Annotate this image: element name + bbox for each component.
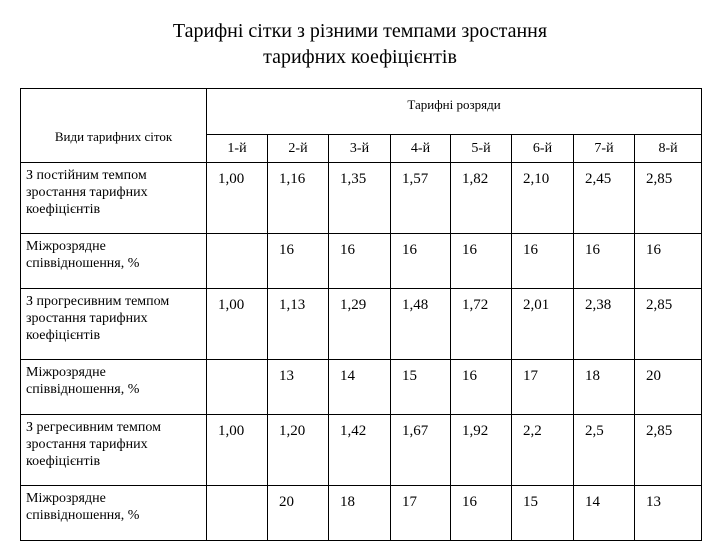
table-cell: 14 (329, 360, 391, 415)
row-label: З постійним темпом зростання тарифних коефіцієнтів (21, 163, 207, 234)
table-cell: 20 (268, 486, 329, 541)
table-cell: 16 (451, 234, 512, 289)
table-cell: 1,72 (451, 289, 512, 360)
table-cell: 16 (329, 234, 391, 289)
header-row (21, 89, 702, 135)
table-cell: 14 (574, 486, 635, 541)
row-label: З прогресивним темпом зростання тарифних коефіцієнтів (21, 289, 207, 360)
title-line-1: Тарифні сітки з різними темпами зростання (172, 20, 548, 42)
table-cell: 1,20 (268, 415, 329, 486)
table-cell: 1,48 (391, 289, 451, 360)
table-cell: 1,29 (329, 289, 391, 360)
table-cell: 2,85 (635, 415, 702, 486)
table-cell: 16 (391, 234, 451, 289)
grade-header: 4-й (391, 135, 451, 163)
header-grades-cell: Тарифні розряди (207, 89, 702, 135)
table-cell: 16 (451, 486, 512, 541)
table-cell: 17 (391, 486, 451, 541)
header-types-cell: Види тарифних сіток (21, 89, 207, 163)
row-label: Міжрозрядне співвідношення, % (21, 360, 207, 415)
table-cell: 1,00 (207, 415, 268, 486)
table-cell: 20 (635, 360, 702, 415)
grade-header: 5-й (451, 135, 512, 163)
grade-header: 7-й (574, 135, 635, 163)
table-cell: 1,57 (391, 163, 451, 234)
table-cell: 1,67 (391, 415, 451, 486)
table-cell: 2,85 (635, 163, 702, 234)
table-cell: 1,92 (451, 415, 512, 486)
table-cell: 16 (635, 234, 702, 289)
table-cell: 16 (512, 234, 574, 289)
table-row (21, 360, 702, 415)
table-cell: 1,13 (268, 289, 329, 360)
table-row (21, 163, 702, 234)
table-cell: 18 (329, 486, 391, 541)
row-label: Міжрозрядне співвідношення, % (21, 486, 207, 541)
table-cell: 2,45 (574, 163, 635, 234)
table-cell: 18 (574, 360, 635, 415)
table-cell: 2,85 (635, 289, 702, 360)
table-cell: 15 (391, 360, 451, 415)
table-cell: 1,00 (207, 163, 268, 234)
table-cell: 17 (512, 360, 574, 415)
table-row (21, 486, 702, 541)
row-label: Міжрозрядне співвідношення, % (21, 234, 207, 289)
table-cell: 1,00 (207, 289, 268, 360)
grade-header: 8-й (635, 135, 702, 163)
grade-header: 2-й (268, 135, 329, 163)
table-cell: 13 (268, 360, 329, 415)
table-cell (207, 486, 268, 541)
table-cell: 1,42 (329, 415, 391, 486)
table-row (21, 234, 702, 289)
table-row (21, 415, 702, 486)
tariff-grid-table (20, 88, 702, 541)
table-cell: 15 (512, 486, 574, 541)
table-cell: 16 (574, 234, 635, 289)
table-cell: 13 (635, 486, 702, 541)
table-cell (207, 234, 268, 289)
table-cell: 16 (451, 360, 512, 415)
table-cell: 2,2 (512, 415, 574, 486)
page-title (0, 18, 720, 70)
title-line-2: тарифних коефіцієнтів (263, 46, 457, 68)
table-cell: 2,10 (512, 163, 574, 234)
table-cell: 16 (268, 234, 329, 289)
table-cell: 1,16 (268, 163, 329, 234)
grade-header: 6-й (512, 135, 574, 163)
table-cell: 2,5 (574, 415, 635, 486)
table-cell: 1,82 (451, 163, 512, 234)
table-cell: 1,35 (329, 163, 391, 234)
table-cell: 2,38 (574, 289, 635, 360)
grade-header: 1-й (207, 135, 268, 163)
row-label: З регресивним темпом зростання тарифних коефіцієнтів (21, 415, 207, 486)
grade-header: 3-й (329, 135, 391, 163)
table-cell (207, 360, 268, 415)
table-cell: 2,01 (512, 289, 574, 360)
table-row (21, 289, 702, 360)
